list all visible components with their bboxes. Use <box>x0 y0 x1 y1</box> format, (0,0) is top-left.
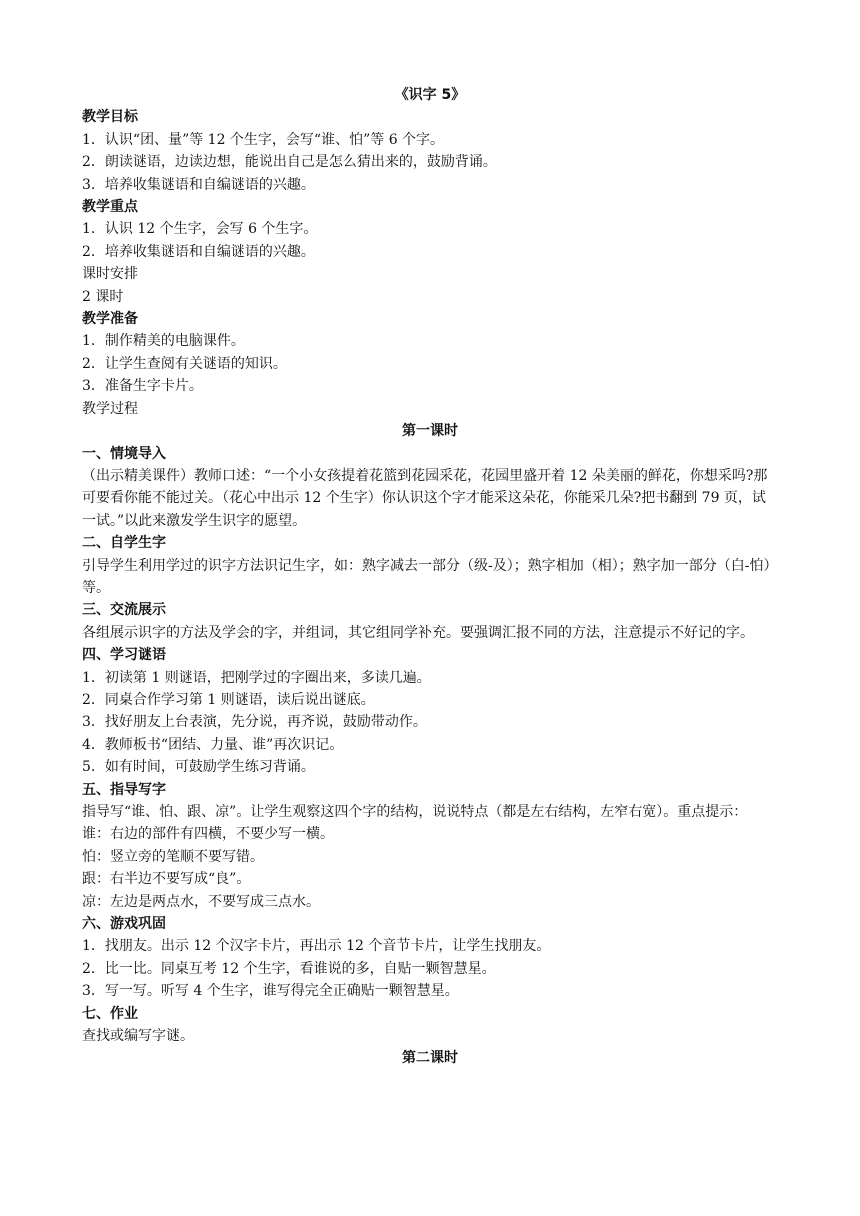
document-title: 《识字 5》 <box>394 87 466 103</box>
section7-heading: 七、作业 <box>82 1005 138 1022</box>
preparation-item: 2．让学生查阅有关谜语的知识。 <box>82 355 287 372</box>
document-page <box>82 84 778 1070</box>
section4-item: 2．同桌合作学习第 1 则谜语，读后说出谜底。 <box>82 691 375 708</box>
section4-item: 3．找好朋友上台表演，先分说，再齐说，鼓励带动作。 <box>82 714 427 731</box>
schedule-heading: 课时安排 <box>82 266 138 283</box>
goals-heading: 教学目标 <box>82 109 138 126</box>
section5-item: 谁：右边的部件有四横，不要少写一横。 <box>82 826 334 843</box>
section6-item: 3．写一写。听写 4 个生字，谁写得完全正确贴一颗智慧星。 <box>82 983 459 1000</box>
section2-heading: 二、自学生字 <box>82 535 166 552</box>
schedule-value: 2 课时 <box>82 288 124 305</box>
section4-heading: 四、学习谜语 <box>82 647 166 664</box>
section7-text: 查找或编写字谜。 <box>82 1028 194 1045</box>
preparation-item: 3．准备生字卡片。 <box>82 378 203 395</box>
section5-item: 凉：左边是两点水，不要写成三点水。 <box>82 893 320 910</box>
section1-heading: 一、情境导入 <box>82 445 166 462</box>
section5-item: 跟：右半边不要写成“良”。 <box>82 871 251 888</box>
section4-item: 5．如有时间，可鼓励学生练习背诵。 <box>82 759 315 776</box>
section6-item: 1．找朋友。出示 12 个汉字卡片，再出示 12 个音节卡片，让学生找朋友。 <box>82 938 551 955</box>
goal-item: 2．朗读谜语，边读边想，能说出自己是怎么猜出来的，鼓励背诵。 <box>82 154 497 171</box>
section5-heading: 五、指导写字 <box>82 781 166 798</box>
preparation-heading: 教学准备 <box>82 311 138 328</box>
section5-text: 指导写“谁、怕、跟、凉”。让学生观察这四个字的结构，说说特点（都是左右结构，左窄右宽）。重点提示： <box>82 804 748 820</box>
process-heading: 教学过程 <box>82 400 138 417</box>
section5-item: 怕：竖立旁的笔顺不要写错。 <box>82 848 264 865</box>
section6-heading: 六、游戏巩固 <box>82 916 166 933</box>
section3-heading: 三、交流展示 <box>82 602 166 619</box>
lesson1-heading: 第一课时 <box>402 423 458 440</box>
section1-text: （出示精美课件）教师口述：“一个小女孩提着花篮到花园采花，花园里盛开着 12 朵美丽的鲜花，你想采吗?那可要看你能不能过关。（花心中出示 12 个生字）你认识这个字才能采这朵花，你能采几朵?把书翻到 79 页，试一试。”以此来激发学生识字的愿望。 <box>82 467 768 529</box>
section4-item: 1．初读第 1 则谜语，把刚学过的字圈出来，多读几遍。 <box>82 669 431 686</box>
lesson2-heading: 第二课时 <box>402 1050 458 1067</box>
goal-item: 3．培养收集谜语和自编谜语的兴趣。 <box>82 176 315 193</box>
key-point-item: 1．认识 12 个生字，会写 6 个生字。 <box>82 221 318 238</box>
section4-item: 4．教师板书“团结、力量、谁”再次识记。 <box>82 736 344 753</box>
section3-text: 各组展示识字的方法及学会的字，并组词，其它组同学补充。要强调汇报不同的方法，注意提示不好记的字。 <box>82 624 754 641</box>
section6-item: 2．比一比。同桌互考 12 个生字，看谁说的多，自贴一颗智慧星。 <box>82 960 496 977</box>
goal-item: 1．认识“团、量”等 12 个生字，会写“谁、怕”等 6 个字。 <box>82 131 445 148</box>
section2-text: 引导学生利用学过的识字方法识记生字，如：熟字减去一部分（级-及）；熟字相加（相）；熟字加一部分（白-怕）等。 <box>82 557 778 596</box>
preparation-item: 1．制作精美的电脑课件。 <box>82 333 245 350</box>
key-points-heading: 教学重点 <box>82 199 138 216</box>
key-point-item: 2．培养收集谜语和自编谜语的兴趣。 <box>82 243 315 260</box>
